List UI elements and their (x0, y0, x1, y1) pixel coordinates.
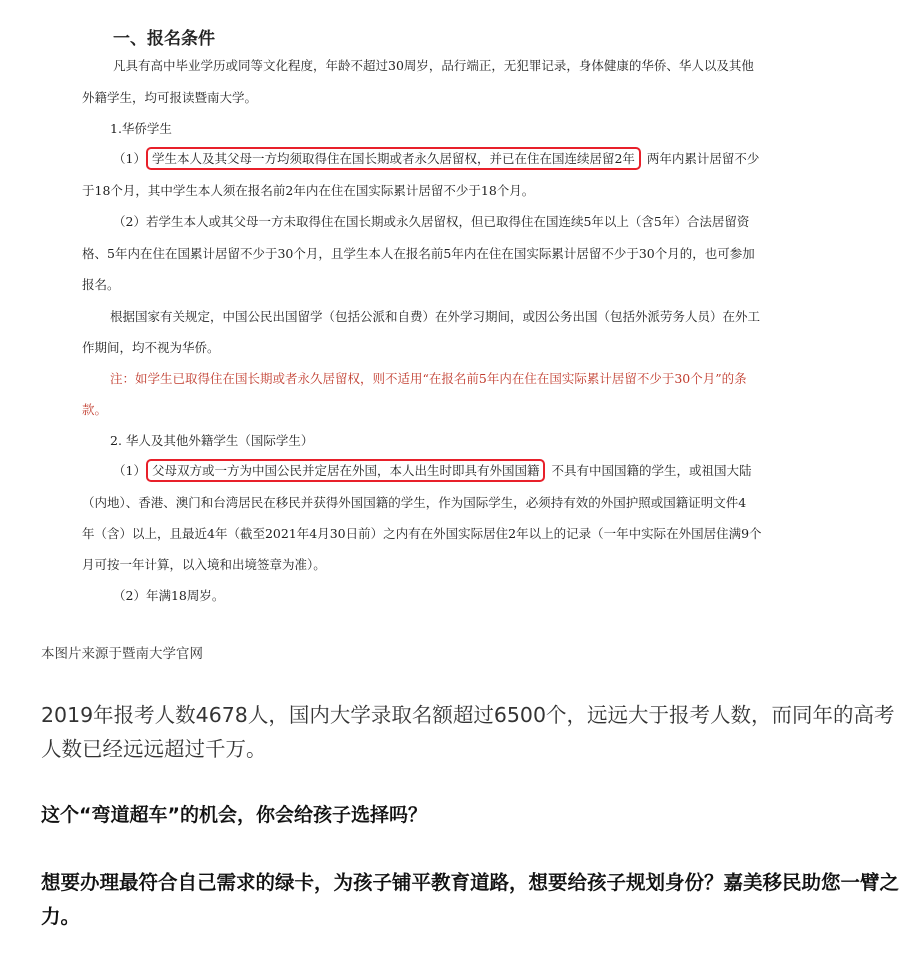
section-heading: 一、报名条件 (113, 29, 215, 49)
item2-line-1: （2）若学生本人或其父母一方未取得住在国长期或永久居留权，但已取得住在国连续5年以上（含5年）合法居留资 (113, 214, 750, 229)
s2-item1-highlight-box: 父母双方或一方为中国公民并定居在外国，本人出生时即具有外国国籍 (146, 459, 546, 482)
s2-item1-rest: 不具有中国国籍的学生，或祖国大陆 (551, 463, 752, 478)
s2-item1-line-3: 年（含）以上，且最近4年（截至2021年4月30日前）之内有在外国实际居住2年以上的记录（一年中实际在外国居住满9个 (82, 526, 762, 541)
item1-line-2: 于18个月，其中学生本人须在报名前2年内在住在国实际累计居留不少于18个月。 (82, 183, 535, 198)
article-question-2: 想要办理最符合自己需求的绿卡，为孩子铺平教育道路，想要给孩子规划身份？嘉美移民助您一臂之力。 (41, 871, 900, 928)
note-line-1: 注：如学生已取得住在国长期或者永久居留权，则不适用“在报名前5年内在住在国实际累计居留不少于30个月”的条 (110, 371, 747, 386)
item1-rest: 两年内累计居留不少 (646, 151, 760, 166)
intro-line-1: 凡具有高中毕业学历或同等文化程度，年龄不超过30周岁，品行端正，无犯罪记录，身体健康的华侨、华人以及其他 (113, 58, 754, 73)
section1-title: 1.华侨学生 (110, 121, 172, 136)
section2-title: 2. 华人及其他外籍学生（国际学生） (110, 433, 314, 448)
intro-line-2: 外籍学生，均可报读暨南大学。 (82, 90, 258, 105)
article-question-1: 这个“弯道超车”的机会，你会给孩子选择吗？ (41, 804, 427, 826)
s2-item1-prefix: （1） (113, 463, 146, 478)
regulation-line-2: 作期间，均不视为华侨。 (82, 340, 220, 355)
item2-line-3: 报名。 (82, 277, 120, 292)
s2-item1-line-4: 月可按一年计算，以入境和出境签章为准）。 (82, 557, 326, 572)
article-paragraph: 2019年报考人数4678人，国内大学录取名额超过6500个，远远大于报考人数，而同年的高考人数已经远远超过千万。 (41, 703, 895, 761)
regulation-line-1: 根据国家有关规定，中国公民出国留学（包括公派和自费）在外学习期间，或因公务出国（包括外派劳务人员）在外工 (110, 309, 761, 324)
item2-line-2: 格、5年内在住在国累计居留不少于30个月，且学生本人在报名前5年内在住在国实际累计居留不少于30个月的，也可参加 (82, 246, 755, 261)
note-line-2: 款。 (82, 402, 108, 417)
item1-line-1 (113, 151, 759, 167)
s2-item2: （2）年满18周岁。 (113, 588, 225, 603)
item1-highlight-box: 学生本人及其父母一方均须取得住在国长期或者永久居留权，并已在住在国连续居留2年 (146, 147, 641, 170)
s2-item1-line-1 (113, 463, 751, 479)
image-source-caption: 本图片来源于暨南大学官网 (41, 646, 203, 662)
item1-prefix: （1） (113, 151, 146, 166)
s2-item1-line-2: （内地）、香港、澳门和台湾居民在移民并获得外国国籍的学生，作为国际学生，必须持有效的外国护照或国籍证明文件4 (82, 495, 747, 510)
